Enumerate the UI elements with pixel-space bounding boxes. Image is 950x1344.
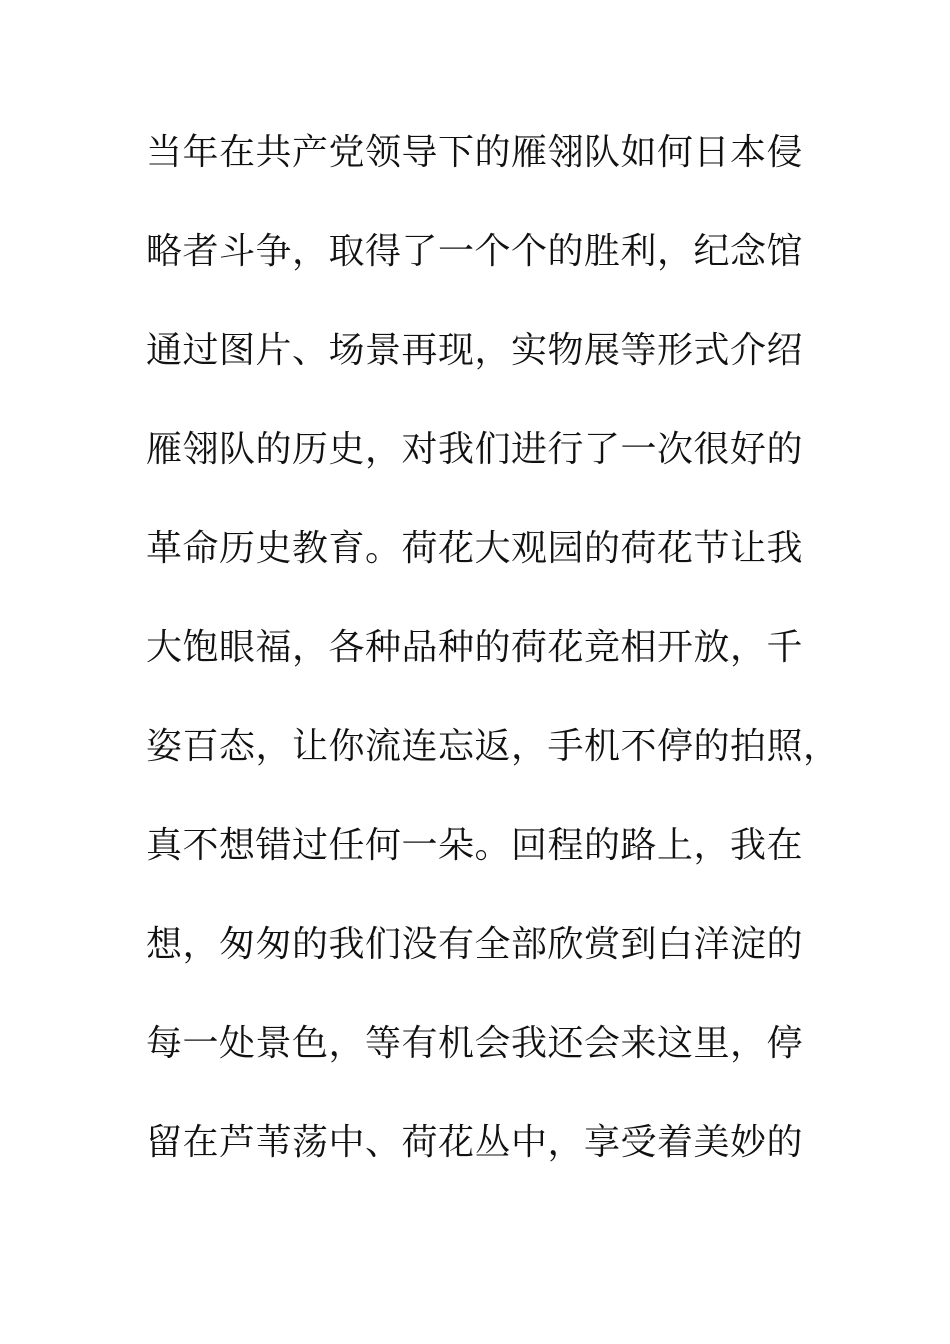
text-line: 大饱眼福，各种品种的荷花竞相开放，千 [146,627,804,668]
text-line: 略者斗争，取得了一个个的胜利，纪念馆 [146,231,804,272]
text-line: 想，匆匆的我们没有全部欣赏到白洋淀的 [146,924,804,965]
text-line: 真不想错过任何一朵。回程的路上，我在 [146,825,804,866]
text-line: 雁翎队的历史，对我们进行了一次很好的 [146,429,804,470]
text-line: 当年在共产党领导下的雁翎队如何日本侵 [146,132,804,173]
text-line: 革命历史教育。荷花大观园的荷花节让我 [146,528,804,569]
body-text [146,127,840,1216]
text-line: 留在芦苇荡中、荷花丛中，享受着美妙的 [146,1122,804,1163]
text-line: 每一处景色，等有机会我还会来这里，停 [146,1023,804,1064]
text-line: 姿百态，让你流连忘返，手机不停的拍照， [146,726,840,767]
text-line: 通过图片、场景再现，实物展等形式介绍 [146,330,804,371]
